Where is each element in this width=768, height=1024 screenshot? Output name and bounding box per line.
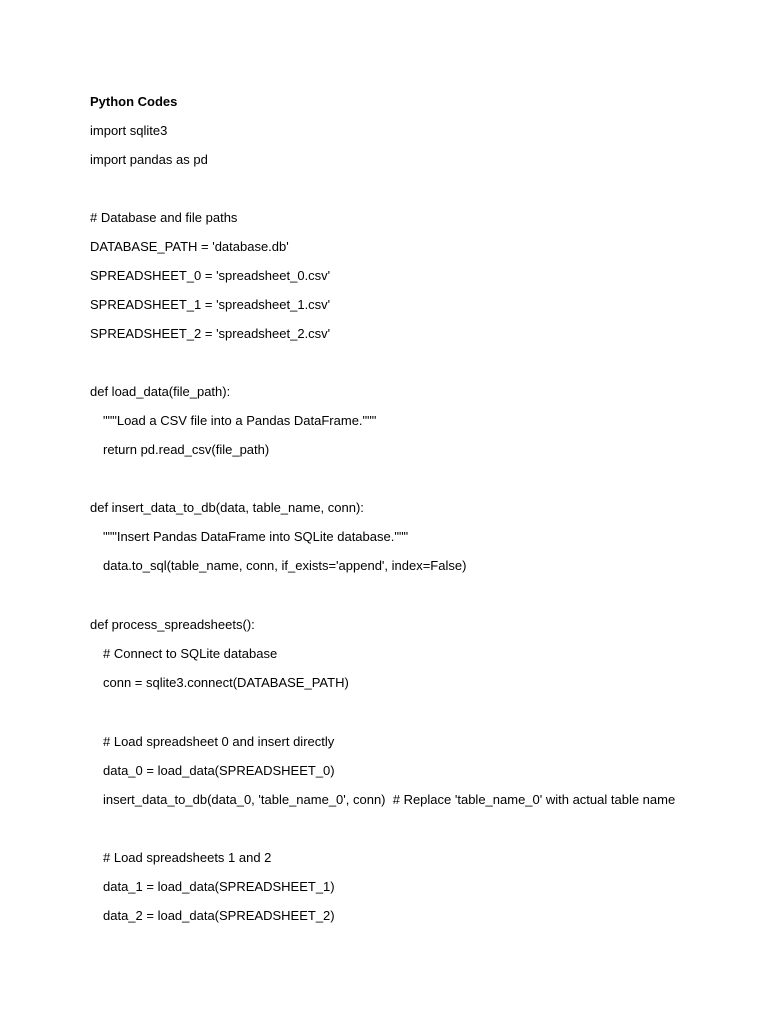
code-line-data-0: data_0 = load_data(SPREADSHEET_0) — [103, 763, 335, 778]
code-line-load-data-return: return pd.read_csv(file_path) — [103, 442, 270, 457]
code-comment-connect: # Connect to SQLite database — [103, 646, 278, 661]
document-heading: Python Codes — [90, 94, 178, 109]
code-comment-load-1-2: # Load spreadsheets 1 and 2 — [103, 850, 272, 865]
code-line-import-sqlite3: import sqlite3 — [90, 123, 168, 138]
code-line-def-load-data: def load_data(file_path): — [90, 384, 231, 399]
code-line-spreadsheet-1: SPREADSHEET_1 = 'spreadsheet_1.csv' — [90, 297, 331, 312]
code-line-import-pandas: import pandas as pd — [90, 152, 208, 167]
code-line-insert-data-0: insert_data_to_db(data_0, 'table_name_0', conn) # Replace 'table_name_0' with actual table name — [103, 792, 676, 807]
code-comment-load-0: # Load spreadsheet 0 and insert directly — [103, 734, 335, 749]
code-line-conn: conn = sqlite3.connect(DATABASE_PATH) — [103, 675, 349, 690]
code-line-data-1: data_1 = load_data(SPREADSHEET_1) — [103, 879, 335, 894]
code-line-data-2: data_2 = load_data(SPREADSHEET_2) — [103, 908, 335, 923]
code-line-spreadsheet-2: SPREADSHEET_2 = 'spreadsheet_2.csv' — [90, 326, 331, 341]
code-line-to-sql: data.to_sql(table_name, conn, if_exists='append', index=False) — [103, 558, 467, 573]
code-line-spreadsheet-0: SPREADSHEET_0 = 'spreadsheet_0.csv' — [90, 268, 331, 283]
code-line-insert-docstring: """Insert Pandas DataFrame into SQLite database.""" — [103, 529, 409, 544]
code-line-database-path: DATABASE_PATH = 'database.db' — [90, 239, 289, 254]
code-line-load-data-docstring: """Load a CSV file into a Pandas DataFrame.""" — [103, 413, 377, 428]
code-line-def-insert-data: def insert_data_to_db(data, table_name, conn): — [90, 500, 364, 515]
code-line-def-process: def process_spreadsheets(): — [90, 617, 255, 632]
code-comment-paths: # Database and file paths — [90, 210, 238, 225]
